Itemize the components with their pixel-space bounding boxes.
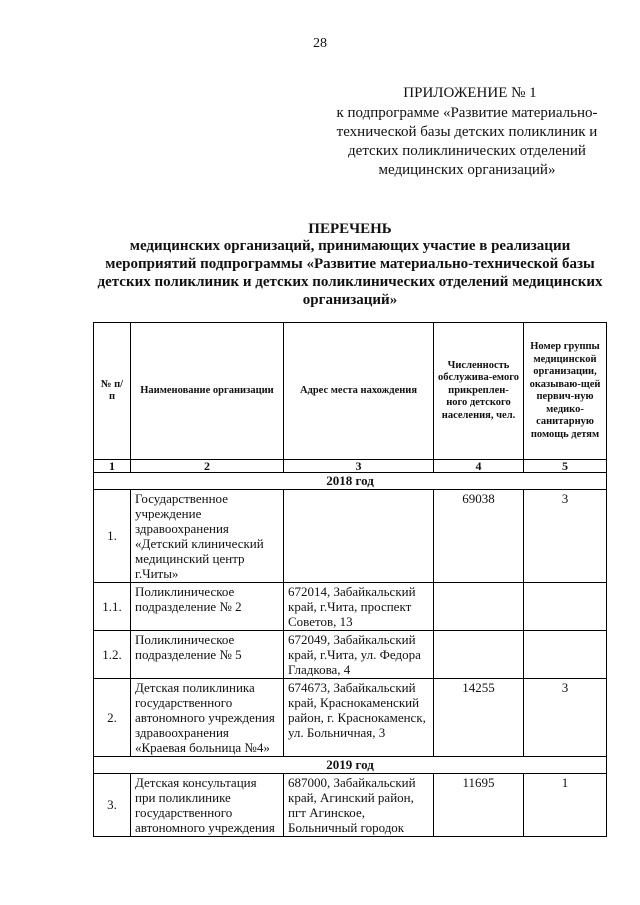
table-header-row — [94, 323, 607, 460]
row-population: 69038 — [434, 490, 524, 583]
row-name: Поликлиническое подразделение № 5 — [131, 631, 284, 679]
column-number: 2 — [131, 460, 284, 473]
row-group — [524, 631, 607, 679]
column-number-row — [94, 460, 607, 473]
row-address — [284, 490, 434, 583]
row-group — [524, 583, 607, 631]
appendix-title: ПРИЛОЖЕНИЕ № 1 — [403, 85, 537, 101]
row-address: 672014, Забайкальский край, г.Чита, проспект Советов, 13 — [284, 583, 434, 631]
row-num: 2. — [94, 679, 131, 757]
row-num: 1. — [94, 490, 131, 583]
row-group: 3 — [524, 490, 607, 583]
row-population: 11695 — [434, 774, 524, 837]
row-name: Детская поликлиника государственного автономного учреждения здравоохранения «Краевая больница №4» — [131, 679, 284, 757]
header-population: Численность обслужива-емого прикреплен-ного детского населения, чел. — [434, 323, 524, 460]
table-row — [94, 583, 607, 631]
header-address: Адрес места нахождения — [284, 323, 434, 460]
year-label: 2019 год — [94, 757, 607, 774]
column-number: 3 — [284, 460, 434, 473]
row-population — [434, 631, 524, 679]
row-name: Детская консультация при поликлинике государственного автономного учреждения — [131, 774, 284, 837]
table-row — [94, 774, 607, 837]
organizations-table — [93, 322, 607, 837]
row-group: 3 — [524, 679, 607, 757]
list-title: ПЕРЕЧЕНЬ — [308, 221, 392, 237]
row-address: 674673, Забайкальский край, Краснокаменский район, г. Краснокаменск, ул. Больничная, 3 — [284, 679, 434, 757]
table-row — [94, 679, 607, 757]
row-name: Государственное учреждение здравоохранения «Детский клинический медицинский центр г.Читы» — [131, 490, 284, 583]
page-number: 28 — [313, 36, 327, 51]
header-group: Номер группы медицинской организации, оказываю-щей первич-ную медико-санитарную помощь детям — [524, 323, 607, 460]
row-group: 1 — [524, 774, 607, 837]
row-address: 687000, Забайкальский край, Агинский район, пгт Агинское, Больничный городок — [284, 774, 434, 837]
column-number: 4 — [434, 460, 524, 473]
table-row — [94, 631, 607, 679]
row-population: 14255 — [434, 679, 524, 757]
list-description: медицинских организаций, принимающих участие в реализации мероприятий подпрограммы «Развитие материально-технической базы детских поликлиник и детских поликлинических отделений медицинских организаций» — [97, 238, 603, 308]
row-num: 1.1. — [94, 583, 131, 631]
row-num: 3. — [94, 774, 131, 837]
year-label: 2018 год — [94, 473, 607, 490]
header-name: Наименование организации — [131, 323, 284, 460]
column-number: 5 — [524, 460, 607, 473]
appendix-subtitle: к подпрограмме «Развитие материально-технической базы детских поликлиник и детских поликлинических отделений медицинских организаций» — [336, 105, 598, 178]
row-population — [434, 583, 524, 631]
row-name: Поликлиническое подразделение № 2 — [131, 583, 284, 631]
header-num: № п/п — [94, 323, 131, 460]
table-row — [94, 490, 607, 583]
year-row — [94, 473, 607, 490]
column-number: 1 — [94, 460, 131, 473]
row-num: 1.2. — [94, 631, 131, 679]
row-address: 672049, Забайкальский край, г.Чита, ул. Федора Гладкова, 4 — [284, 631, 434, 679]
year-row — [94, 757, 607, 774]
